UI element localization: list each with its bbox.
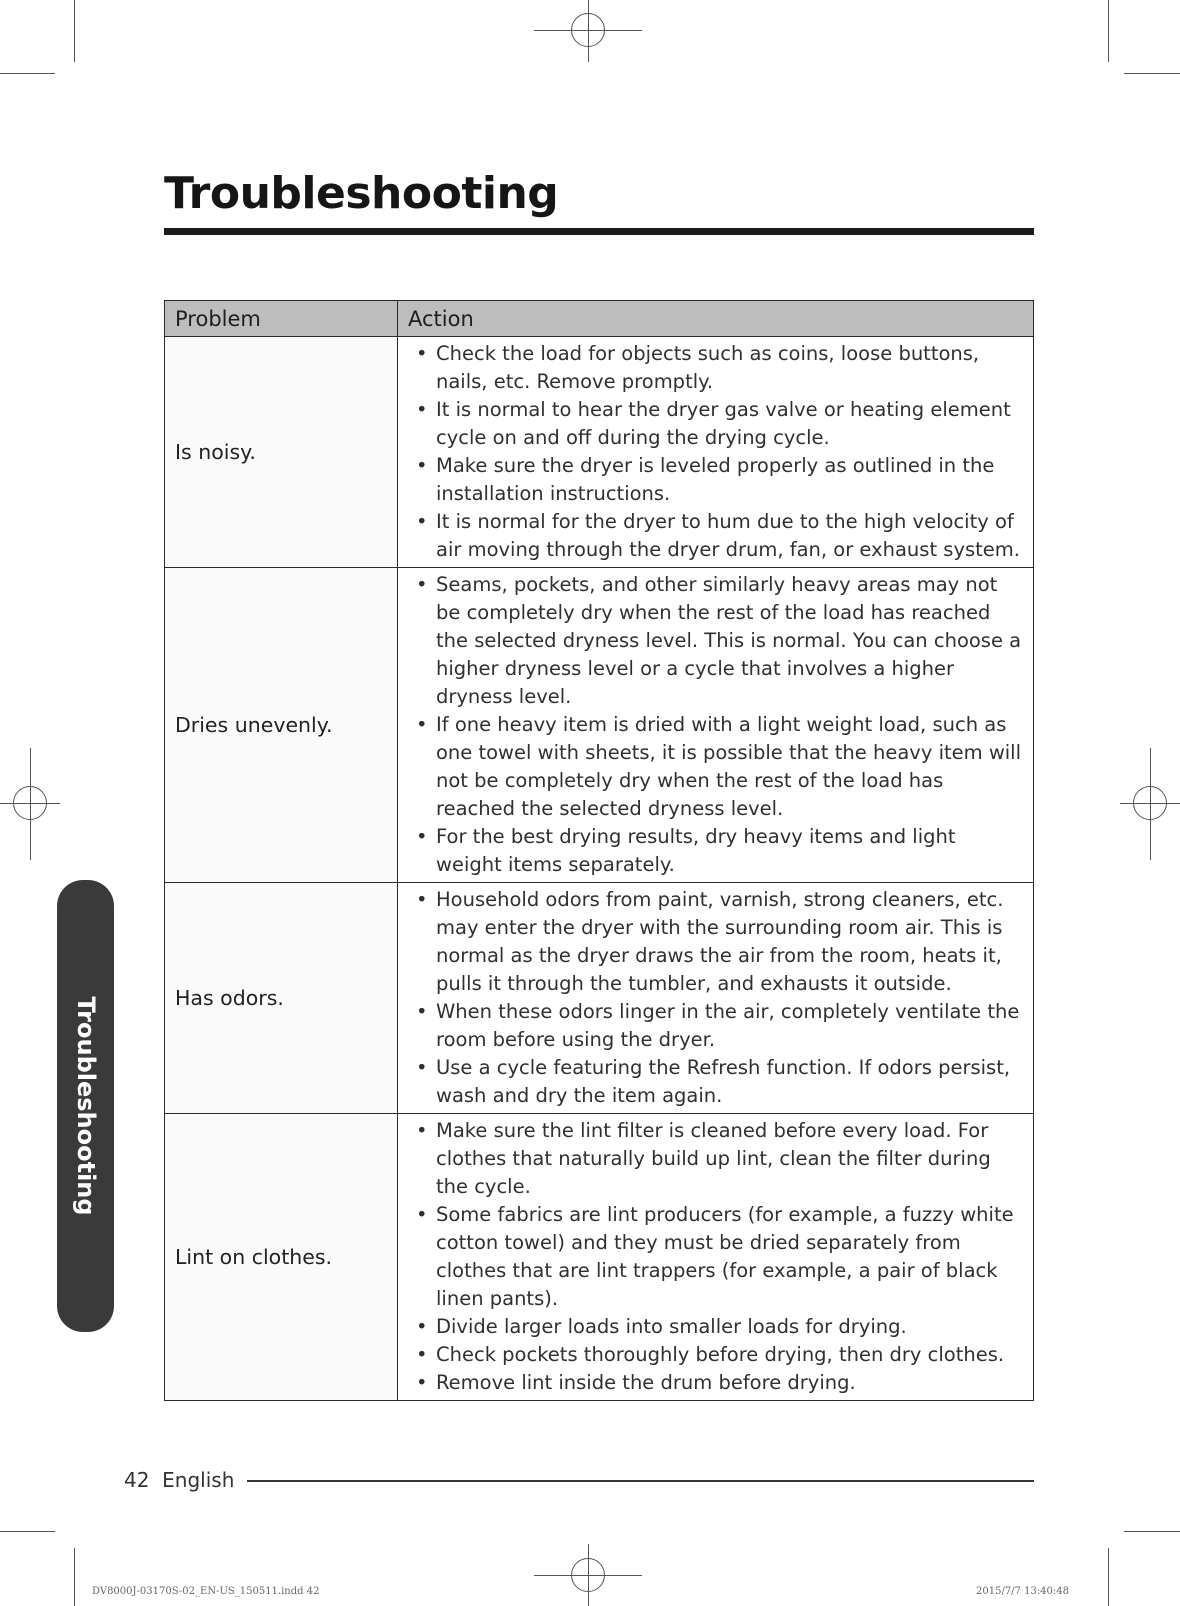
registration-mark [571, 1558, 605, 1592]
problem-cell: Dries unevenly. [165, 568, 398, 883]
action-item: • Household odors from paint, varnish, strong cleaners, etc. may enter the dryer with the surrounding room air. This is normal as the dryer draws the air from the room, heats it, pulls it through the tumbler, and exhausts it outside. [408, 886, 1023, 998]
action-cell [398, 568, 1034, 883]
action-item: • Remove lint inside the drum before drying. [408, 1369, 1023, 1397]
crop-mark [1108, 1548, 1109, 1606]
action-list [408, 886, 1023, 1110]
table-row [165, 1114, 1034, 1401]
table-row [165, 568, 1034, 883]
problem-cell: Is noisy. [165, 337, 398, 568]
action-list [408, 340, 1023, 564]
table-row [165, 883, 1034, 1114]
section-side-tab-label: Troubleshooting [71, 996, 100, 1216]
crop-mark [1108, 0, 1109, 62]
action-item: • Some fabrics are lint producers (for example, a fuzzy white cotton towel) and they must be dried separately from clothes that are lint trappers (for example, a pair of black linen pants). [408, 1201, 1023, 1313]
crop-mark [0, 73, 55, 74]
table-header-row [165, 301, 1034, 337]
footer-language: English [162, 1468, 235, 1492]
action-item: • It is normal to hear the dryer gas valve or heating element cycle on and off during the drying cycle. [408, 396, 1023, 452]
action-cell [398, 337, 1034, 568]
action-item: • Seams, pockets, and other similarly heavy areas may not be completely dry when the rest of the load has reached the selected dryness level. This is normal. You can choose a higher dryness level or a cycle that involves a higher dryness level. [408, 571, 1023, 711]
action-cell [398, 1114, 1034, 1401]
table-row [165, 337, 1034, 568]
crop-mark [0, 1531, 55, 1532]
action-item: • Check the load for objects such as coins, loose buttons, nails, etc. Remove promptly. [408, 340, 1023, 396]
print-slug-file: DV8000J-03170S-02_EN-US_150511.indd 42 [92, 1586, 320, 1597]
page-footer [124, 1468, 234, 1492]
footer-rule [247, 1480, 1034, 1482]
action-item: • Make sure the dryer is leveled properly as outlined in the installation instructions. [408, 452, 1023, 508]
crop-mark [74, 1548, 75, 1606]
action-list [408, 1117, 1023, 1397]
problem-cell: Has odors. [165, 883, 398, 1114]
action-item: • When these odors linger in the air, completely ventilate the room before using the dryer. [408, 998, 1023, 1054]
action-list [408, 571, 1023, 879]
crop-mark [1124, 1531, 1180, 1532]
action-item: • It is normal for the dryer to hum due to the high velocity of air moving through the dryer drum, fan, or exhaust system. [408, 508, 1023, 564]
crop-mark [1124, 73, 1180, 74]
section-side-tab [57, 880, 114, 1332]
action-item: • Check pockets thoroughly before drying, then dry clothes. [408, 1341, 1023, 1369]
problem-cell: Lint on clothes. [165, 1114, 398, 1401]
action-cell [398, 883, 1034, 1114]
action-item: • For the best drying results, dry heavy items and light weight items separately. [408, 823, 1023, 879]
column-header-problem: Problem [165, 301, 398, 337]
page-title: Troubleshooting [164, 168, 559, 219]
title-underline [164, 228, 1034, 235]
registration-mark [1133, 786, 1167, 820]
troubleshooting-table [164, 300, 1034, 1401]
crop-mark [74, 0, 75, 62]
page-number: 42 [124, 1468, 150, 1492]
action-item: • Use a cycle featuring the Refresh function. If odors persist, wash and dry the item again. [408, 1054, 1023, 1110]
action-item: • If one heavy item is dried with a light weight load, such as one towel with sheets, it is possible that the heavy item will not be completely dry when the rest of the load has reached the selected dryness level. [408, 711, 1023, 823]
column-header-action: Action [398, 301, 1034, 337]
action-item: • Make sure the lint filter is cleaned before every load. For clothes that naturally build up lint, clean the filter during the cycle. [408, 1117, 1023, 1201]
action-item: • Divide larger loads into smaller loads for drying. [408, 1313, 1023, 1341]
print-slug-date: 2015/7/7 13:40:48 [976, 1586, 1070, 1597]
registration-mark [13, 786, 47, 820]
registration-mark [571, 13, 605, 47]
